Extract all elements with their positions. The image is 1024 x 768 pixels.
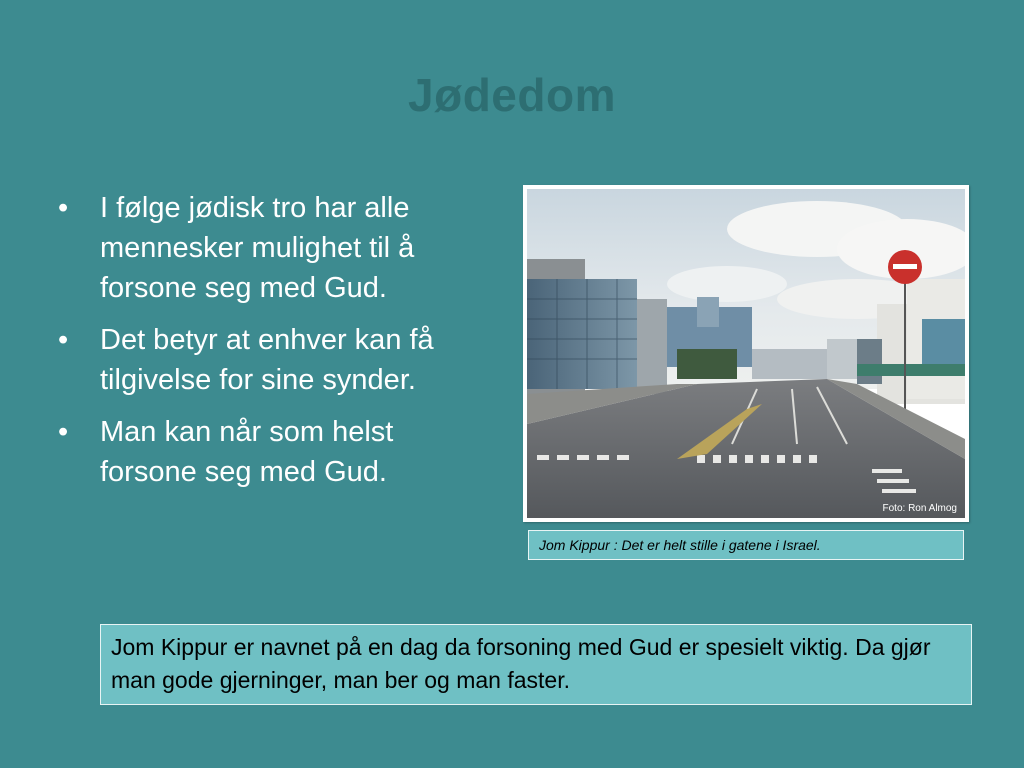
bullet-item bbox=[58, 188, 498, 308]
bullet-list bbox=[58, 188, 498, 504]
bullet-text: Det betyr at enhver kan få tilgivelse for sine synder. bbox=[100, 324, 434, 396]
bullet-text: I følge jødisk tro har alle mennesker mulighet til å forsone seg med Gud. bbox=[100, 192, 415, 304]
street-photo-image bbox=[527, 189, 965, 518]
bullet-text: Man kan når som helst forsone seg med Gud. bbox=[100, 416, 394, 488]
slide-title: Jødedom bbox=[408, 69, 616, 121]
bullet-dot: • bbox=[58, 324, 69, 356]
bullet-item bbox=[58, 320, 498, 400]
photo-caption: Jom Kippur : Det er helt stille i gatene i Israel. bbox=[528, 530, 964, 560]
street-photo bbox=[523, 185, 969, 522]
bullet-dot: • bbox=[58, 416, 69, 448]
bullet-item bbox=[58, 412, 498, 492]
info-box: Jom Kippur er navnet på en dag da forsoning med Gud er spesielt viktig. Da gjør man gode gjerninger, man ber og man faster. bbox=[100, 624, 972, 705]
bullet-dot: • bbox=[58, 192, 69, 224]
photo-credit: Foto: Ron Almog bbox=[882, 503, 957, 514]
